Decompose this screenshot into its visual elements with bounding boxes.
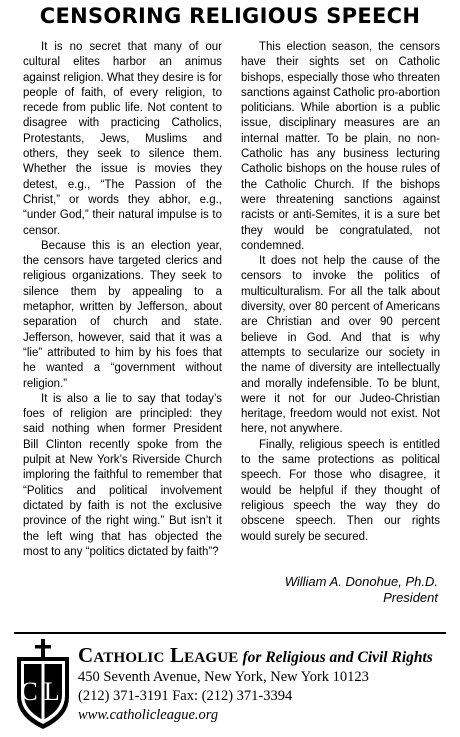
- signature-block: [285, 574, 438, 606]
- org-info: [78, 645, 458, 725]
- logo-letters: CL: [20, 677, 66, 706]
- catholic-league-logo-icon: [14, 639, 72, 731]
- signature-name: William A. Donohue, Ph.D.: [284, 574, 438, 589]
- org-address: 450 Seventh Avenue, New York, New York 10123: [78, 669, 369, 685]
- org-title-line: [78, 645, 458, 668]
- footer: [14, 637, 454, 733]
- org-website-link[interactable]: www.catholicleague.org: [78, 707, 219, 723]
- signature-role: President: [383, 590, 438, 605]
- org-phone: (212) 371-3191 Fax: (212) 371-3394: [78, 688, 293, 704]
- paragraph: This election season, the censors have their sights set on Catholic bishops, especially those who threaten sanctions against Catholic pro-abortion politicians. While abortion is a public issue, disciplinary measures are an internal matter. To be plain, no non-Catholic has any business lecturing Catholic bishops on the house rules of the Catholic Church. If the bishops were threatening sanctions against racists or anti-Semites, it is a sure bet they would be congratulated, not condemned.: [241, 41, 440, 252]
- paragraph: It is also a lie to say that today’s foes of religion are principled: they said nothing when former President Bill Clinton recently spoke from the pulpit at New York’s Riverside Church imploring the faithful to remember that “Politics and political involvement dictated by faith is not the exclusive province of the right wing.” But isn’t it the left wing that has objected the most to any “politics dictated by faith”?: [23, 392, 222, 558]
- right-column: [241, 40, 440, 582]
- paragraph: Finally, religious speech is entitled to the same protections as political speech. For those who disagree, it would be helpful if they thought of religious speech the way they do obscene speech. Then our rights would surely be secured.: [241, 438, 440, 543]
- footer-divider: [14, 632, 446, 634]
- left-column: [23, 40, 222, 582]
- headline: CENSORING RELIGIOUS SPEECH: [39, 4, 421, 28]
- article-body: [23, 40, 440, 582]
- paragraph: It is no secret that many of our cultural elites harbor an animus against religion. What they desire is for people of faith, of every religion, to recede from public life. Not content to disagree with practicing Catholics, Protestants, Jews, Muslims and others, they seek to silence them. Whether the issue is movies they detest, e.g., “The Passion of the Christ,” or words they abhor, e.g., “under God,” their natural impulse is to censor.: [23, 41, 222, 237]
- paragraph: It does not help the cause of the censors to invoke the politics of multiculturalism. For all the talk about diversity, over 80 percent of Americans are Christian and over 90 percent believe in God. And that is why attempts to secularize our society in the name of diversity are intellectually and morally indefensible. To be blunt, were it not for our Judeo-Christian heritage, freedom would not exist. Not here, not anywhere.: [241, 255, 440, 436]
- paragraph: Because this is an election year, the censors have targeted clerics and religious organizations. They seek to silence them by appealing to a metaphor, written by Jefferson, about separation of church and state. Jefferson, however, said that it was a “lie” attributed to him by his foes that he wanted a “government without religion.”: [23, 239, 222, 390]
- org-tagline: for Religious and Civil Rights: [242, 649, 433, 666]
- org-name: Catholic League: [78, 643, 239, 667]
